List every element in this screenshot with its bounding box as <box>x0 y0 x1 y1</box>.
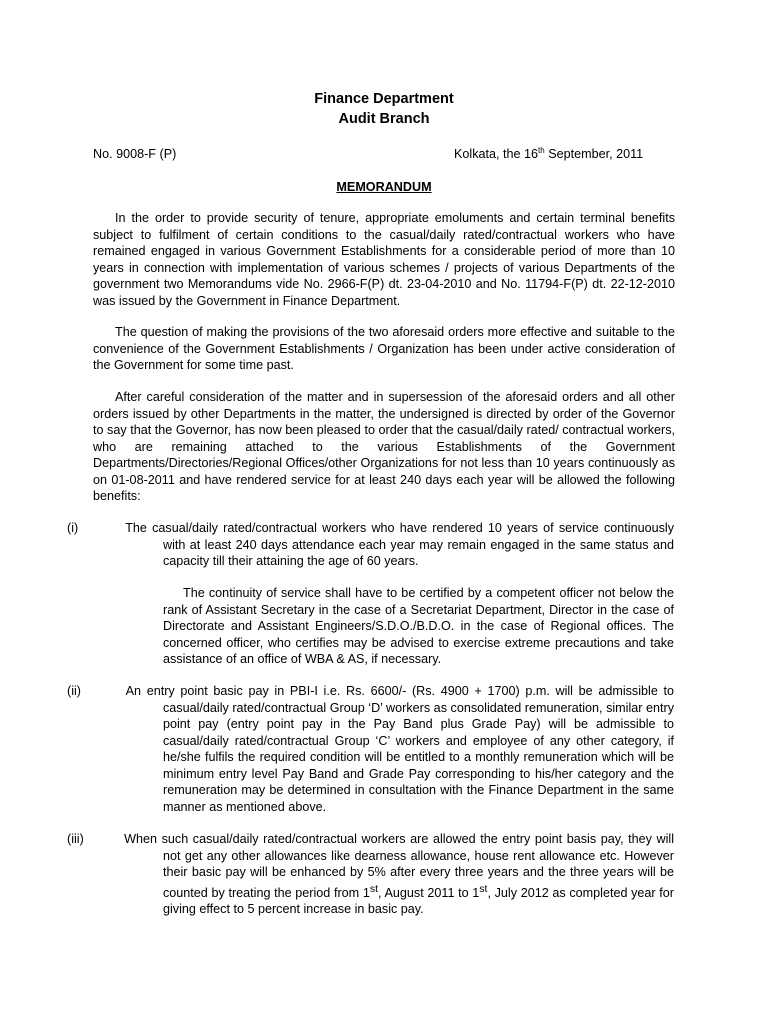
department-heading: Finance Department <box>314 91 454 107</box>
paragraph-1: In the order to provide security of tenure, appropriate emoluments and certain terminal benefits subject to fulfilment of certain conditions to the casual/daily rated/contractual workers who have remained engaged in various Government Establishments for a considerable period of more than 10 years in connection with implementation of various schemes / projects of various Departments of the government two Memorandums vide No. 2966-F(P) dt. 23-04-2010 and No. 11794-F(P) dt. 22-12-2010 was issued by the Government in Finance Department. <box>93 211 675 308</box>
item-text-part-2: , August 2011 to 1 <box>378 885 480 900</box>
item-text-part-3: , July 2012 as completed year for giving effect to 5 percent increase in basic pay. <box>163 885 674 917</box>
memo-number: No. 9008-F (P) <box>93 147 177 161</box>
benefit-item-2: (ii) An entry point basic pay in PBI-I i.e. Rs. 6600/- (Rs. 4900 + 1700) p.m. will be admissible to casual/daily rated/contractual Group ‘D’ workers as consolidated remuneration, similar entry point pay (entry point pay in the Pay Band plus Grade Pay) will be admissible to casual/daily rated/contractual Group ‘C’ workers and employee of any other category, if he/she fulfils the required condition will be entitled to a monthly remuneration which will be minimum entry level Pay Band and Grade Pay corresponding to his/her category and the remuneration may be determined in consultation with the Finance Department in the same manner as mentioned above. <box>67 684 674 814</box>
ordinal-superscript: st <box>369 882 379 895</box>
place-date-superscript: th <box>538 146 545 155</box>
place-date-prefix: Kolkata, the 16 <box>454 147 539 161</box>
ordinal-superscript: st <box>479 882 488 895</box>
place-date-suffix: September, 2011 <box>544 147 644 161</box>
item-text: An entry point basic pay in PBI-I i.e. Rs. 6600/- (Rs. 4900 + 1700) p.m. will be admissible to casual/daily rated/contractual Group ‘D’ workers as consolidated remuneration, similar entry point pay (entry point pay in the Pay Band plus Grade Pay) will be admissible to casual/daily rated/contractual Group ‘C’ workers and employee of any other category, if he/she fulfils the required condition will be entitled to a monthly remuneration which will be minimum entry level Pay Band and Grade Pay corresponding to his/her category and the remuneration may be determined in consultation with the Finance Department in the same manner as mentioned above. <box>125 684 674 814</box>
item-text-part-1: When such casual/daily rated/contractual workers are allowed the entry point basis pay, they will not get any other allowances like dearness allowance, house rent allowance etc. However their basic pay will be enhanced by 5% after every three years and the three years will be counted by treating the period from 1 <box>124 832 675 900</box>
paragraph-2: The question of making the provisions of the two aforesaid orders more effective and suitable to the convenience of the Government Establishments / Organization has been under active consideration of the Government for some time past. <box>93 325 675 372</box>
benefit-item-1-note: The continuity of service shall have to be certified by a competent officer not below the rank of Assistant Secretary in the case of a Secretariat Department, Director in the case of Directorate and Assistant Engineers/S.D.O./B.D.O. in the case of Regional offices. The concerned officer, who certifies may be advised to exercise extreme precautions and take assistance of an office of WBA & AS, if necessary. <box>163 586 674 666</box>
branch-heading: Audit Branch <box>338 111 430 127</box>
benefit-item-1: (i) The casual/daily rated/contractual workers who have rendered 10 years of service continuously with at least 240 days attendance each year may remain engaged in the same status and capacity till their attaining the age of 60 years. <box>67 521 674 568</box>
memo-title: MEMORANDUM <box>336 180 432 194</box>
place-date <box>454 146 643 162</box>
benefit-item-3: (iii) When such casual/daily rated/contractual workers are allowed the entry point basis pay, they will not get any other allowances like dearness allowance, house rent allowance etc. However their basic pay will be enhanced by 5% after every three years and the three years will be counted by treating the period from 1st, August 2011 to 1st, July 2012 as completed year for giving effect to 5 percent increase in basic pay. <box>67 832 675 917</box>
item-text: The casual/daily rated/contractual workers who have rendered 10 years of service continuously with at least 240 days attendance each year may remain engaged in the same status and capacity till their attaining the age of 60 years. <box>125 521 674 568</box>
paragraph-3: After careful consideration of the matter and in supersession of the aforesaid orders and all other orders issued by other Departments in the matter, the undersigned is directed by order of the Governor to say that the Governor, has now been pleased to order that the casual/daily rated/ contractual workers, who are remaining attached to the various Establishments of the Government Departments/Directories/Regional Offices/other Organizations for not less than 10 years continuously as on 01-08-2011 and have rendered service for at least 240 days each year will be allowed the following benefits: <box>93 390 675 503</box>
